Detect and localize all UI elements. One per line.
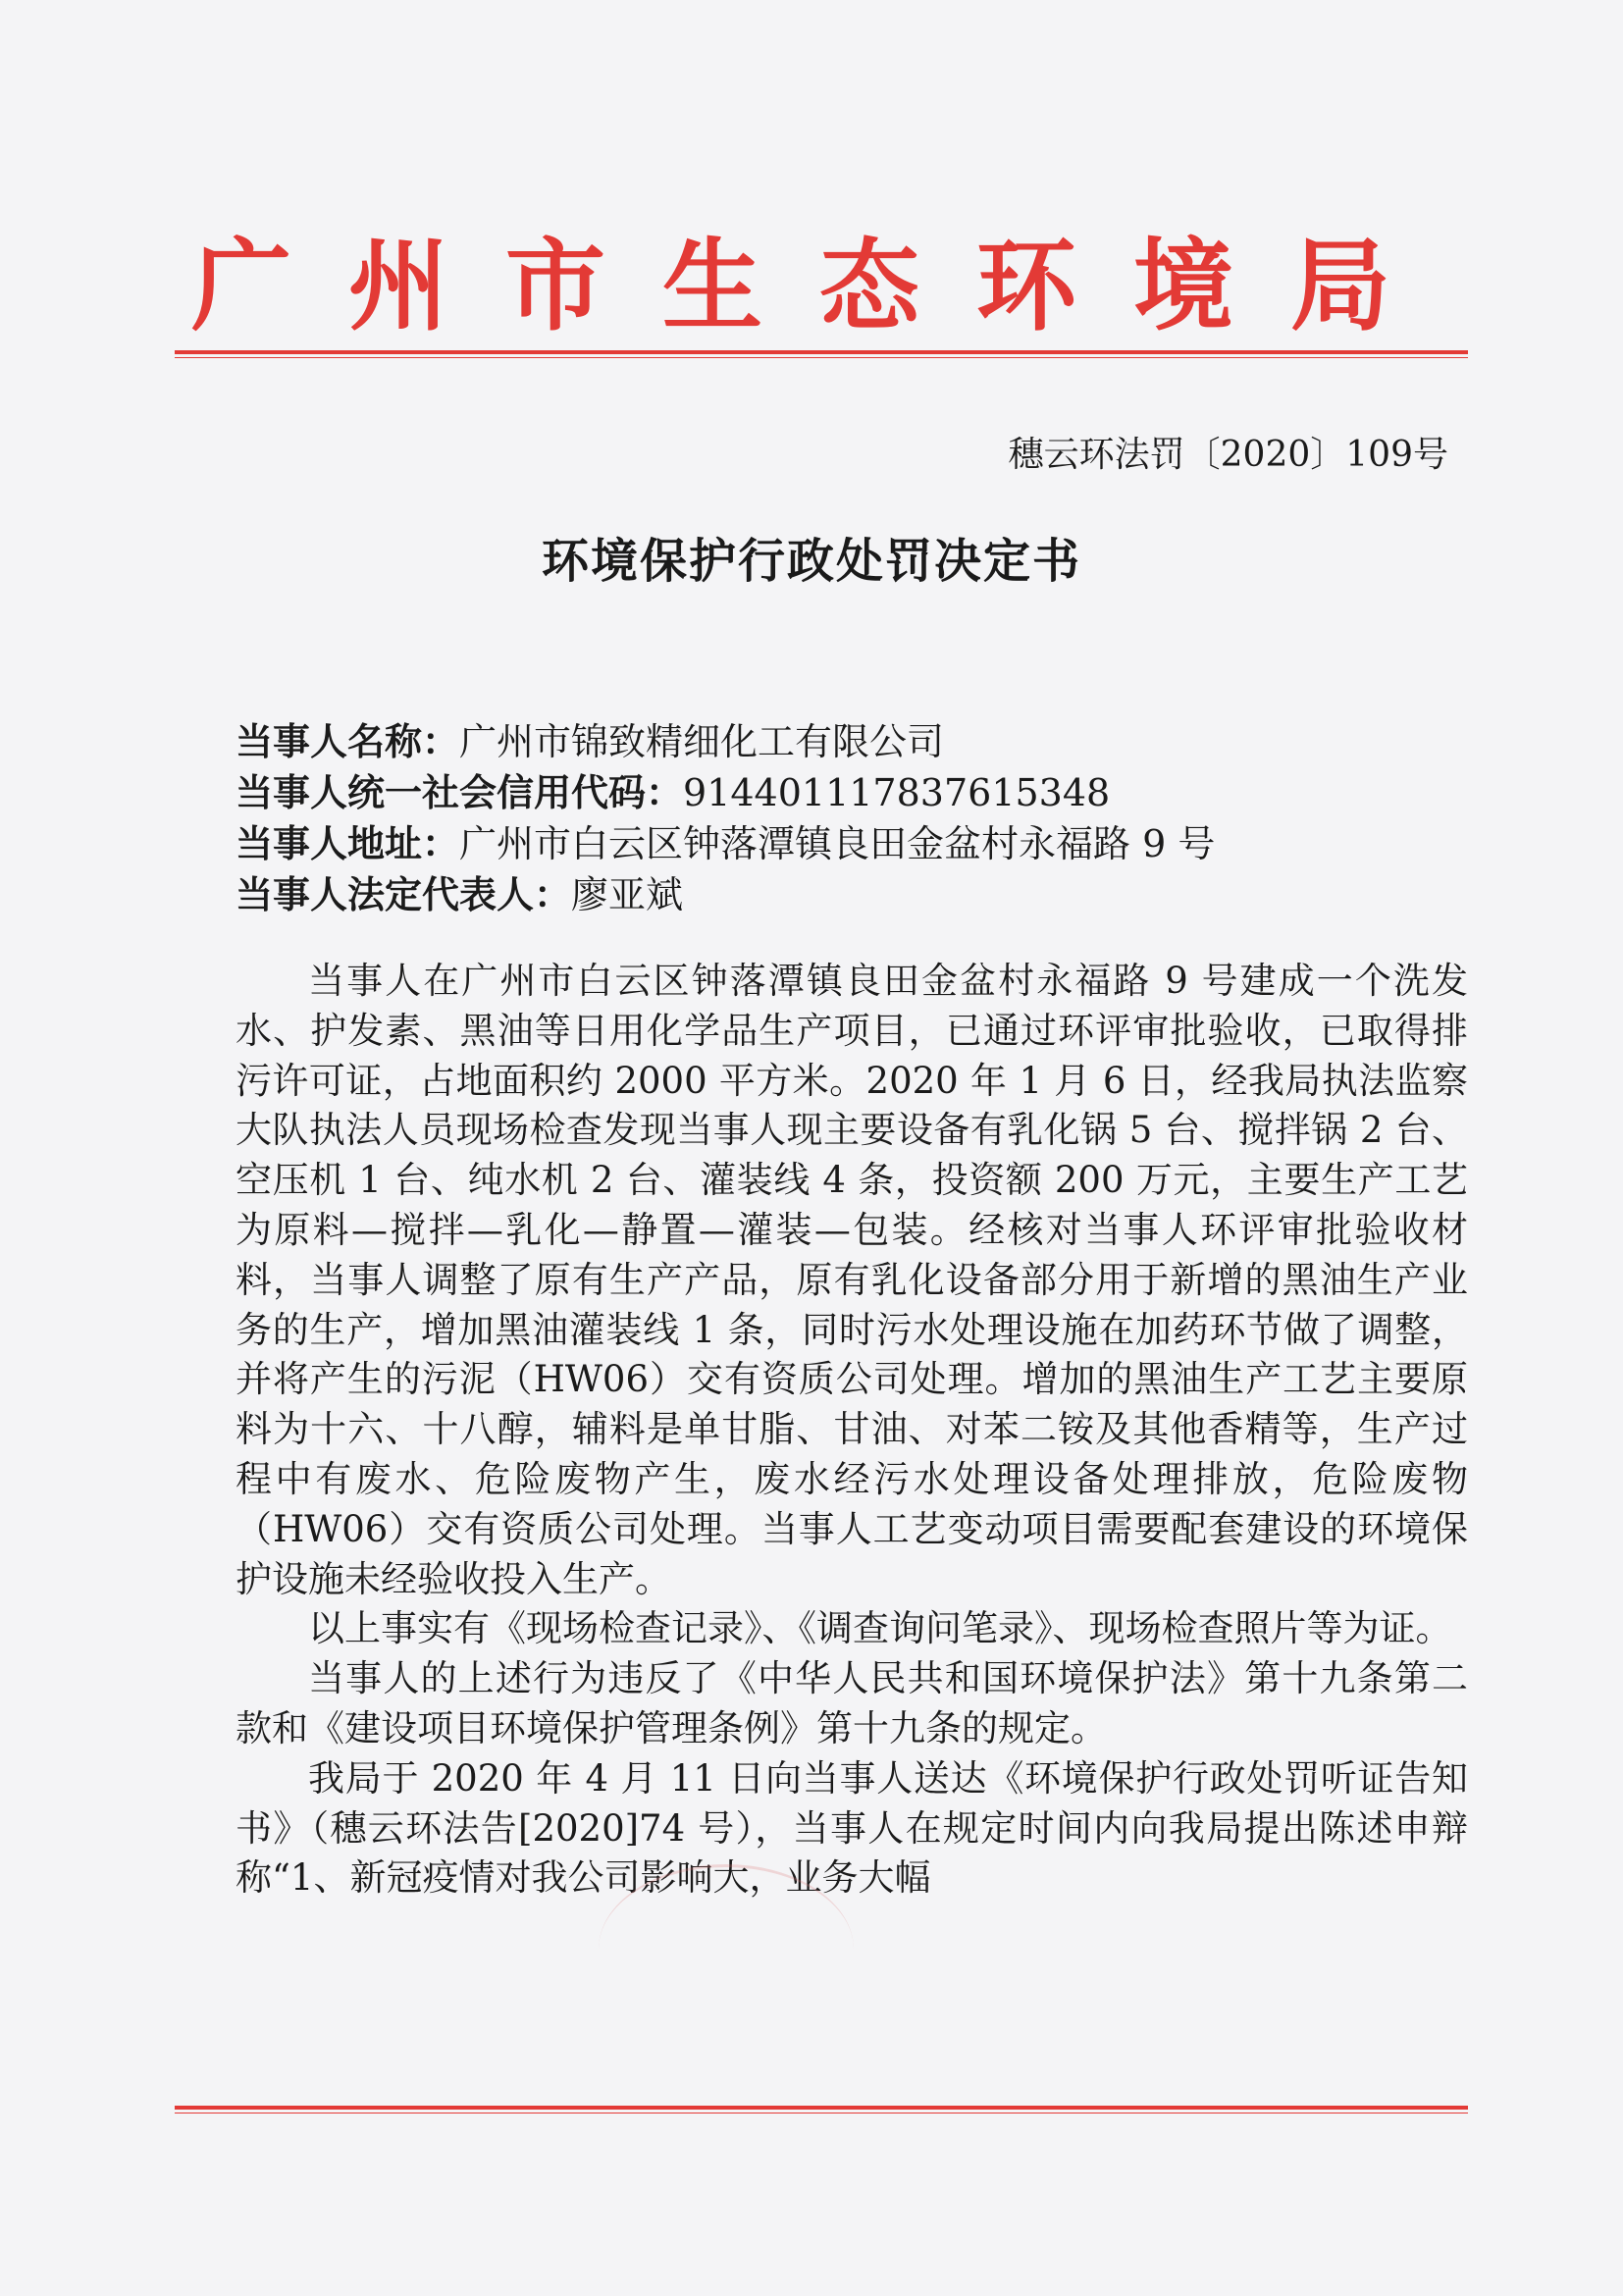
document-number: 穗云环法罚〔2020〕109号 [1008,435,1448,475]
body-paragraph-hearing: 我局于 2020 年 4 月 11 日向当事人送达《环境保护行政处罚听证告知书》（穗云环法告[2020]74 号），当事人在规定时间内向我局提出陈述申辩称“1、新冠疫情对我公司影响大，业务大幅 [236,1756,1468,1900]
faint-seal-mark [599,1864,854,2034]
party-address-value: 广州市白云区钟落潭镇良田金盆村永福路 9 号 [459,822,1216,865]
party-legal-rep-row [236,869,1472,920]
party-info [236,716,1472,920]
party-credit-code-value: 914401117837615348 [683,771,1111,814]
party-address-label: 当事人地址： [236,822,460,865]
agency-header-title: 广州市生态环境局 [191,228,1447,345]
body-paragraph-evidence: 以上事实有《现场检查记录》、《调查询问笔录》、现场检查照片等为证。 [308,1607,1452,1650]
party-legal-rep-value: 廖亚斌 [571,873,684,916]
header-red-divider [175,350,1468,358]
party-credit-code-row [236,767,1472,818]
party-name-row [236,716,1472,767]
party-credit-code-label: 当事人统一社会信用代码： [236,771,684,814]
body-paragraph-facts: 当事人在广州市白云区钟落潭镇良田金盆村永福路 9 号建成一个洗发水、护发素、黑油等日用化学品生产项目，已通过环评审批验收，已取得排污许可证，占地面积约 2000 平方米。2020 年 1 月 6 日，经我局执法监察大队执法人员现场检查发现当事人现主要设备有乳化锅 5 台、搅拌锅 2 台、空压机 1 台、纯水机 2 台、灌装线 4 条，投资额 200 万元，主要生产工艺为原料—搅拌—乳化—静置—灌装—包装。经核对当事人环评审批验收材料，当事人调整了原有生产产品，原有乳化设备部分用于新增的黑油生产业务的生产，增加黑油灌装线 1 条，同时污水处理设施在加药环节做了调整，并将产生的污泥（HW06）交有资质公司处理。增加的黑油生产工艺主要原料为十六、十八醇，辅料是单甘脂、甘油、对苯二铵及其他香精等，生产过程中有废水、危险废物产生，废水经污水处理设备处理排放，危险废物（HW06）交有资质公司处理。当事人工艺变动项目需要配套建设的环境保护设施未经验收投入生产。 [236,960,1468,1600]
party-name-label: 当事人名称： [236,720,460,763]
party-legal-rep-label: 当事人法定代表人： [236,873,572,916]
party-address-row [236,818,1472,869]
document-title: 环境保护行政处罚决定书 [541,534,1081,589]
footer-red-divider [175,2106,1468,2113]
decision-body [236,957,1468,1904]
body-paragraph-violation: 当事人的上述行为违反了《中华人民共和国环境保护法》第十九条第二款和《建设项目环境保护管理条例》第十九条的规定。 [236,1657,1468,1749]
party-name-value: 广州市锦致精细化工有限公司 [459,720,945,763]
